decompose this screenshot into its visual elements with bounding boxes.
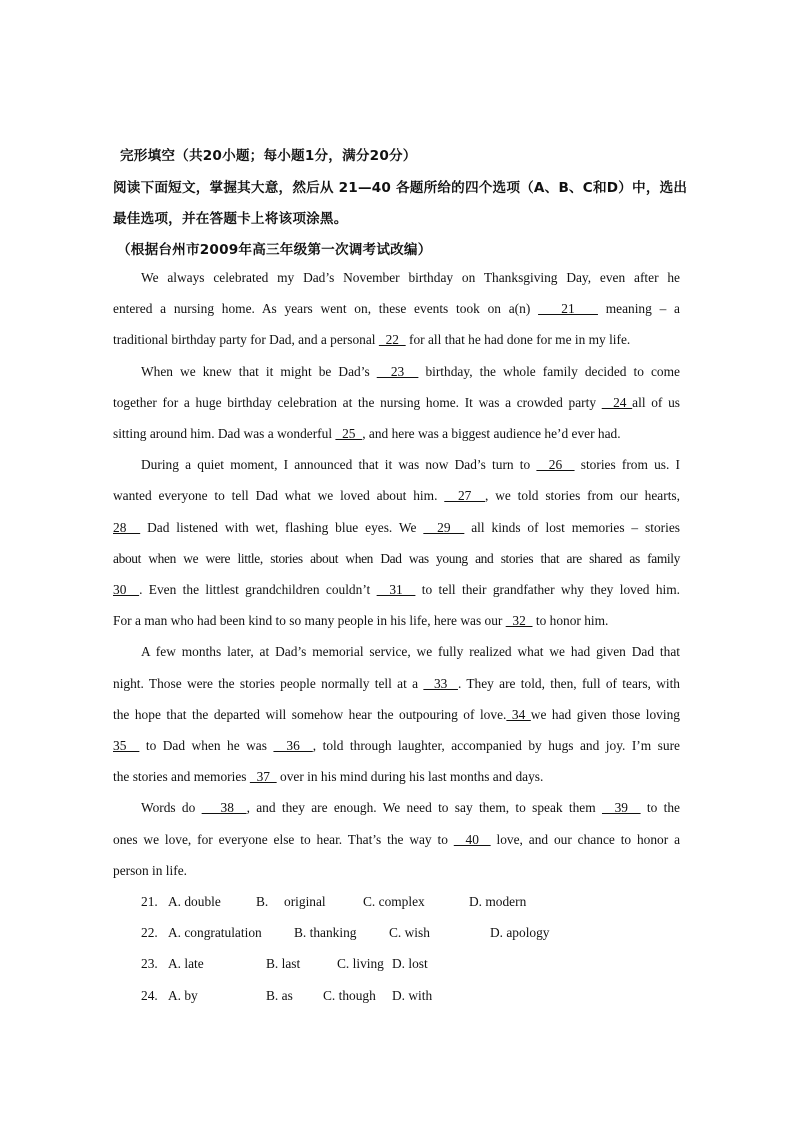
blank-29: 29 (423, 520, 465, 535)
passage-line: person in life. (113, 863, 188, 878)
passage-line: We always celebrated my Dad’s November birthday on Thanksgiving Day, even after he (141, 270, 680, 285)
passage-line: During a quiet moment, I announced that it was now Dad’s turn to 26 stories from us. I (141, 457, 680, 472)
blank-31: 31 (376, 582, 416, 597)
option-a: A. by (168, 988, 198, 1003)
blank-37: 37 (249, 769, 277, 784)
passage-line: night. Those were the stories people normally tell at a 33 . They are told, then, full of tears, with (113, 676, 680, 691)
option-d: D. lost (392, 956, 428, 971)
blank-25: 25 (335, 426, 363, 441)
blank-38: 38 (201, 800, 247, 815)
option-b: original (284, 894, 326, 909)
blank-32: 32 (505, 613, 533, 628)
section-title: 完形填空（共20小题；每小题1分，满分20分） (120, 148, 417, 164)
instructions-line-1: 阅读下面短文，掌握其大意，然后从 21—40 各题所给的四个选项（A、B、C和D）中，选出 (113, 180, 688, 196)
option-d: D. with (392, 988, 433, 1003)
blank-27: 27 (444, 488, 486, 503)
source-note: （根据台州市2009年高三年级第一次调考试改编） (117, 242, 432, 258)
option-c: C. living (337, 956, 384, 971)
passage-line: entered a nursing home. As years went on, these events took on a(n) 21 meaning – a (113, 301, 680, 316)
question-number: 23. (141, 956, 158, 971)
blank-22: 22 (378, 332, 406, 347)
blank-39: 39 (601, 800, 641, 815)
question-number: 22. (141, 925, 158, 940)
passage-line: the hope that the departed will somehow hear the outpouring of love. 34 we had given those loving (113, 707, 680, 722)
blank-26: 26 (536, 457, 575, 472)
passage-line: 30 . Even the littlest grandchildren couldn’t 31 to tell their grandfather why they loved him. (113, 582, 681, 597)
passage-line: 28 Dad listened with wet, flashing blue eyes. We 29 all kinds of lost memories – stories (113, 520, 680, 535)
option-c: C. wish (389, 925, 430, 940)
option-b: B. thanking (294, 925, 357, 940)
passage-line: wanted everyone to tell Dad what we loved about him. 27 , we told stories from our hearts, (113, 488, 680, 503)
blank-33: 33 (423, 676, 458, 691)
blank-23: 23 (376, 364, 419, 379)
passage-line: the stories and memories 37 over in his mind during his last months and days. (113, 769, 544, 784)
passage-line: A few months later, at Dad’s memorial service, we fully realized what we had given Dad that (141, 644, 680, 659)
option-a: A. congratulation (168, 925, 262, 940)
passage-line: ones we love, for everyone else to hear. That’s the way to 40 love, and our chance to honor a (113, 832, 681, 847)
instructions-line-2: 最佳选项，并在答题卡上将该项涂黑。 (113, 211, 348, 227)
option-d: D. apology (490, 925, 550, 940)
passage-line: together for a huge birthday celebration at the nursing home. It was a crowded party 24 all of us (113, 395, 680, 410)
passage-line: Words do 38 , and they are enough. We need to say them, to speak them 39 to the (141, 800, 680, 815)
option-c: C. though (323, 988, 376, 1003)
blank-28: 28 (113, 520, 141, 535)
blank-21: 21 (538, 301, 598, 316)
passage-line: When we knew that it might be Dad’s 23 birthday, the whole family decided to come (141, 364, 680, 379)
question-number: 21. (141, 894, 158, 909)
option-b-letter: B. (256, 894, 269, 909)
blank-36: 36 (273, 738, 313, 753)
option-d: D. modern (469, 894, 527, 909)
option-b: B. last (266, 956, 301, 971)
blank-35: 35 (113, 738, 140, 753)
passage-line: about when we were little, stories about when Dad was young and stories that are shared as family (113, 551, 680, 566)
passage-line: sitting around him. Dad was a wonderful 25 , and here was a biggest audience he’d ever had. (113, 426, 621, 441)
option-b: B. as (266, 988, 293, 1003)
blank-34: 34 (506, 707, 531, 722)
passage-line: traditional birthday party for Dad, and a personal 22 for all that he had done for me in my life. (113, 332, 631, 347)
blank-40: 40 (453, 832, 491, 847)
option-a: A. late (168, 956, 204, 971)
blank-24: 24 (601, 395, 633, 410)
question-number: 24. (141, 988, 158, 1003)
option-a: A. double (168, 894, 221, 909)
passage-line: For a man who had been kind to so many people in his life, here was our 32 to honor him. (113, 613, 609, 628)
passage-line: 35 to Dad when he was 36 , told through laughter, accompanied by hugs and joy. I’m sure (113, 738, 680, 753)
option-c: C. complex (363, 894, 425, 909)
blank-30: 30 (113, 582, 140, 597)
